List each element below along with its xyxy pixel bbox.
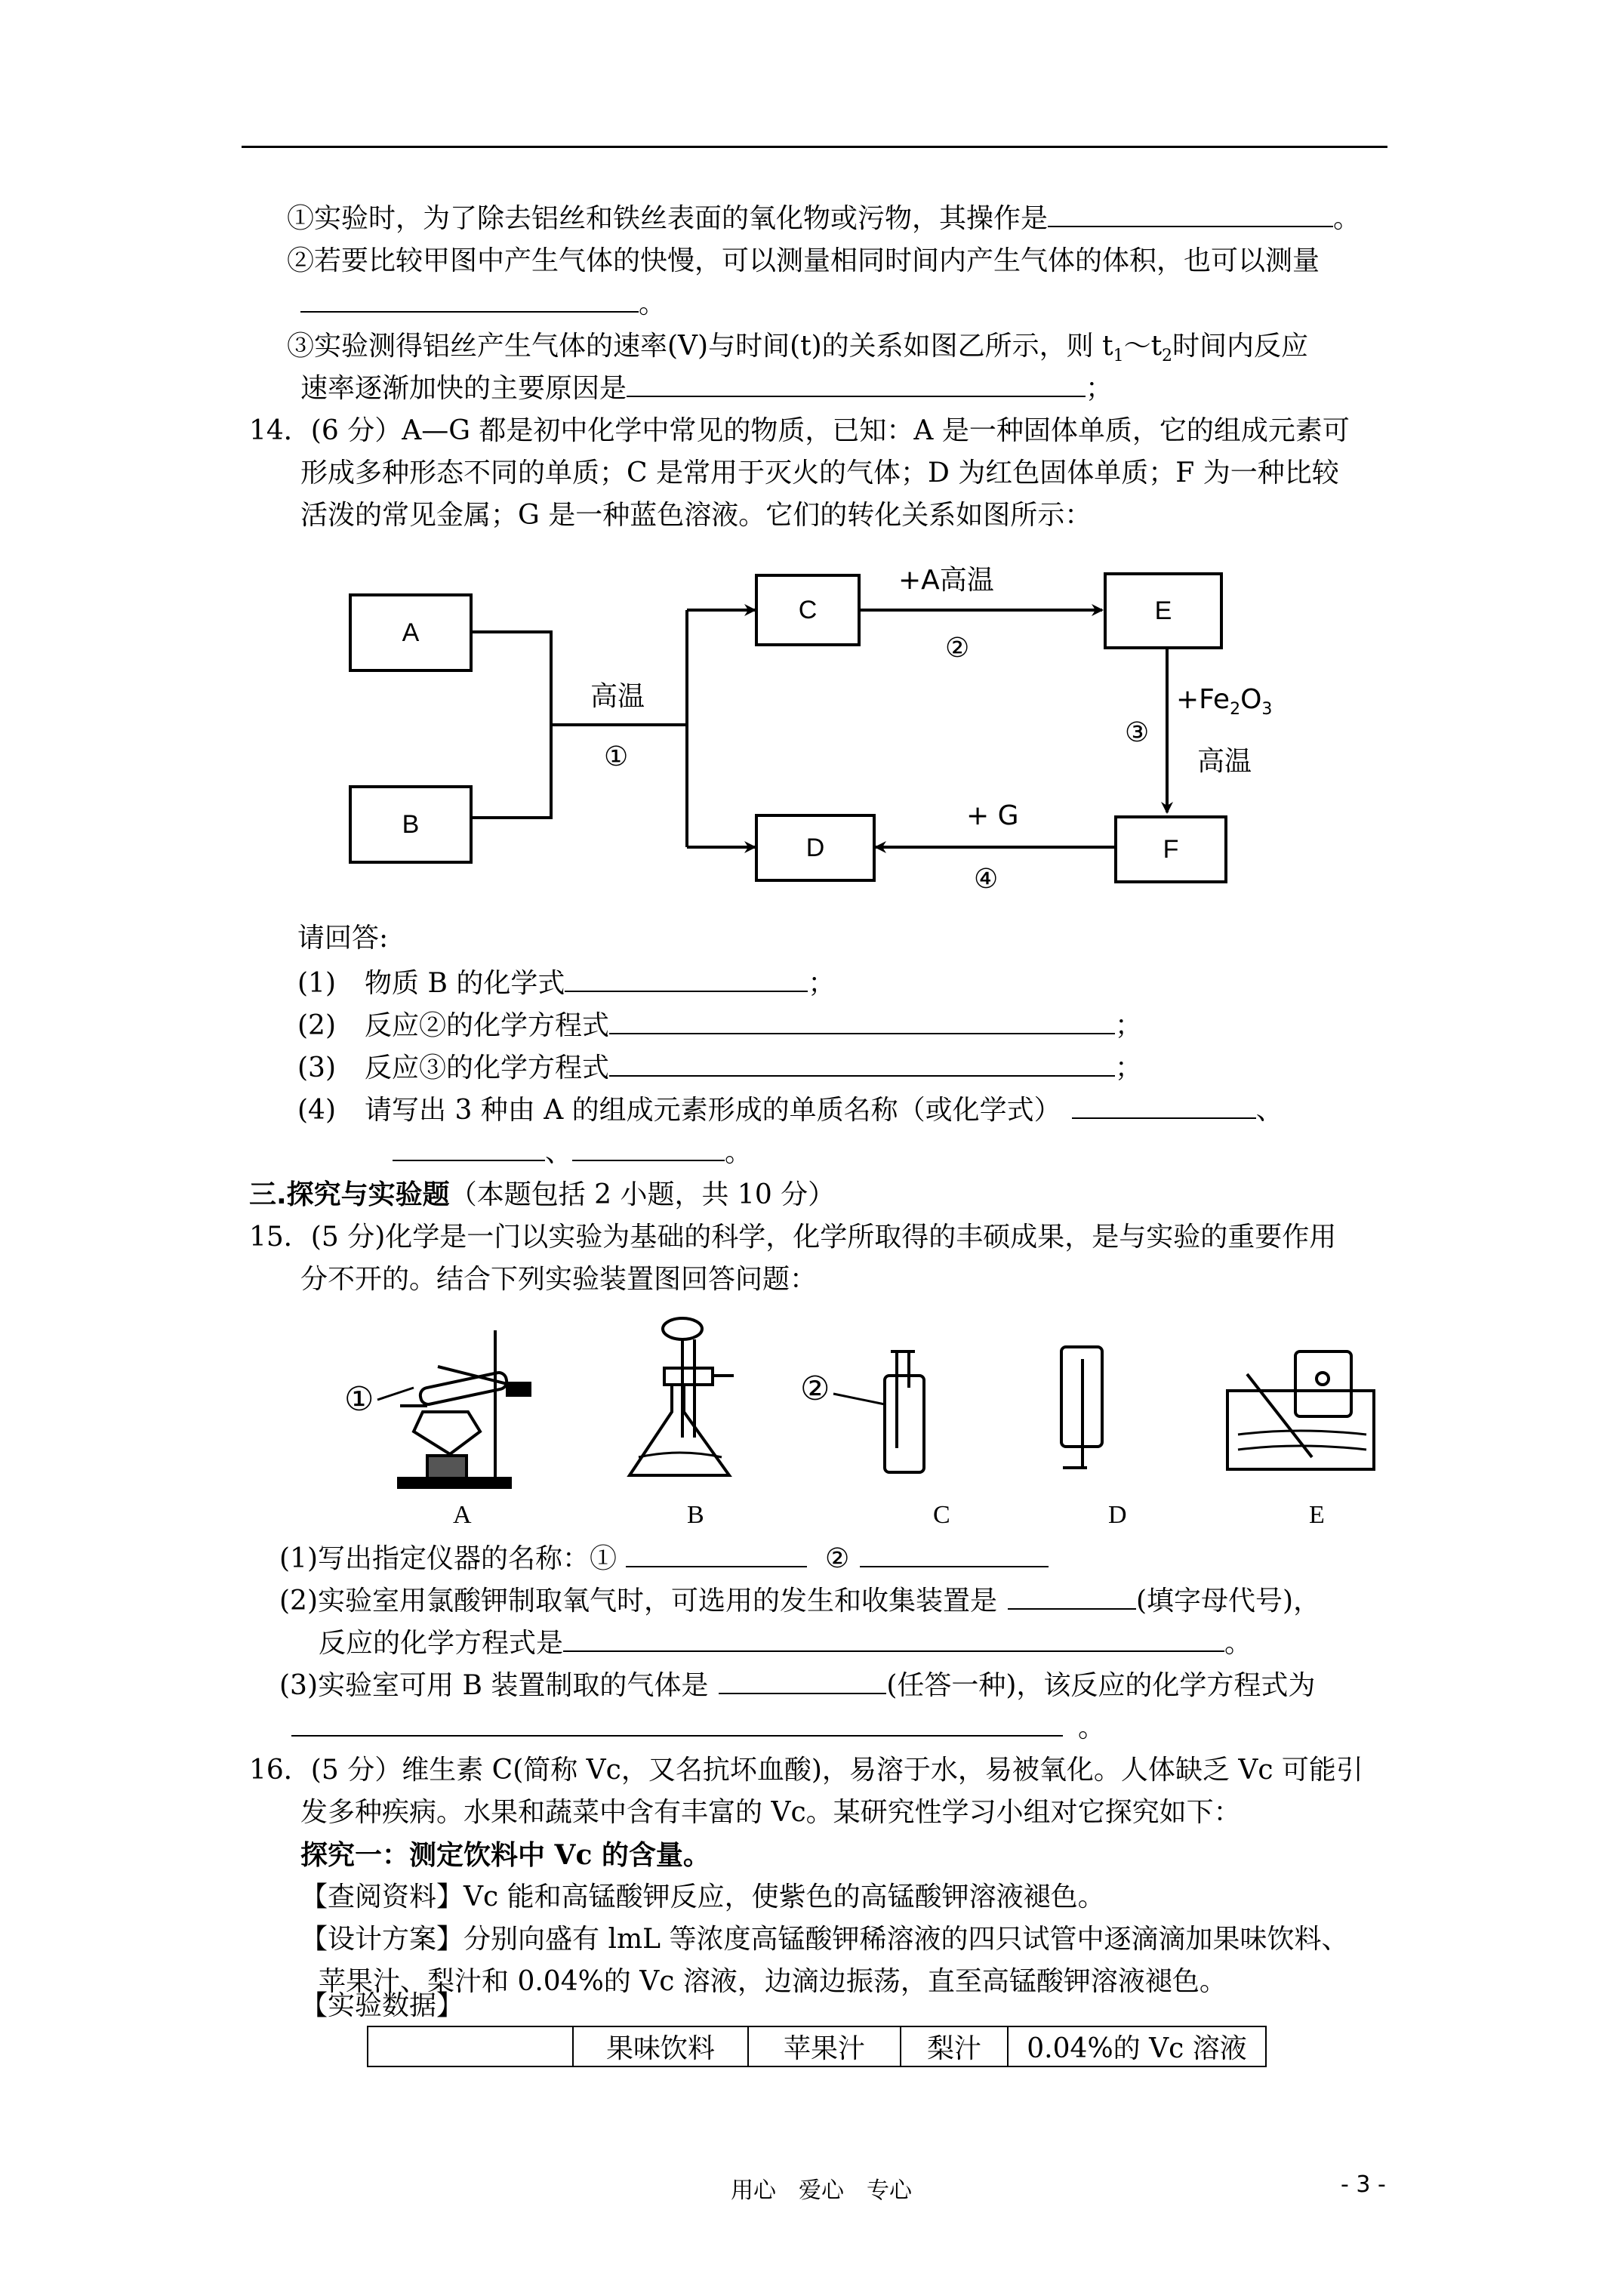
answer-blank[interactable]: [563, 1625, 1224, 1652]
mark-2: ②: [800, 1370, 830, 1408]
table-header-cell: 苹果汁: [748, 2026, 901, 2066]
q14-line2: 形成多种形态不同的单质；C 是常用于灭火的气体；D 为红色固体单质；F 为一种比较: [300, 458, 1339, 488]
box-e: E: [1104, 572, 1223, 649]
q16-line4: 【查阅资料】Vc 能和高锰酸钾反应，使紫色的高锰酸钾溶液褪色。: [300, 1881, 1105, 1912]
q14-a4b: 、 。: [393, 1134, 752, 1172]
table-header-cell: 梨汁: [901, 2026, 1008, 2066]
answer-blank[interactable]: [719, 1667, 886, 1694]
q15-p3b: 。: [291, 1709, 1105, 1747]
apparatus-c: [885, 1351, 924, 1472]
label-e: E: [1309, 1501, 1325, 1529]
r1-number: ①: [604, 741, 629, 772]
q13-line3: ③实验测得铝丝产生气体的速率(V)与时间(t)的关系如图乙所示，则 $t_1\sim t_2$时间内反应: [287, 331, 1309, 366]
r2-number: ②: [945, 633, 970, 664]
q16-line2: 发多种疾病。水果和蔬菜中含有丰富的 Vc。某研究性学习小组对它探究如下：: [300, 1797, 1241, 1828]
answer-blank[interactable]: [291, 1709, 1063, 1737]
q16-line6: 苹果汁、梨汁和 0.04%的 Vc 溶液，边滴边振荡，直至高锰酸钾溶液褪色。: [319, 1966, 1227, 1997]
q13-line1: ①实验时，为了除去铝丝和铁丝表面的氧化物或污物，其操作是 。: [287, 200, 1360, 238]
box-f: F: [1114, 815, 1227, 883]
q16-line3: 探究一：测定饮料中 Vc 的含量。: [300, 1839, 710, 1871]
r1-condition: 高温: [590, 681, 645, 712]
apparatus-b: [630, 1318, 734, 1475]
table-header-cell: 果味饮料: [573, 2026, 748, 2066]
label-c: C: [933, 1501, 950, 1529]
r3-condition: 高温: [1197, 746, 1252, 777]
r4-reagent: + G: [966, 800, 1019, 831]
q14-ask: 请回答:: [297, 923, 389, 954]
q15-line2: 分不开的。结合下列实验装置图回答问题：: [300, 1264, 818, 1295]
label-a: A: [453, 1501, 472, 1529]
q16-line5: 【设计方案】分别向盛有 lmL 等浓度高锰酸钾稀溶液的四只试管中逐滴滴加果味饮料、: [300, 1924, 1349, 1955]
q15-line1: 15．(5 分)化学是一门以实验为基础的科学，化学所取得的丰硕成果，是与实验的重要作用: [249, 1222, 1337, 1253]
box-d: D: [755, 814, 876, 882]
q15-p1: (1)写出指定仪器的名称：① ②: [279, 1540, 1049, 1578]
box-b: B: [349, 785, 473, 864]
box-c: C: [755, 574, 861, 646]
r2-condition: +A高温: [898, 565, 994, 596]
table-header-row: [368, 2026, 1266, 2066]
apparatus-e: [1227, 1351, 1374, 1469]
q16-line7: 【实验数据】: [300, 1990, 464, 2021]
q16-line1: 16．(5 分）维生素 C(简称 Vc，又名抗坏血酸)，易溶于水，易被氧化。人体缺乏 Vc 可能引: [249, 1755, 1363, 1786]
answer-blank[interactable]: [626, 1540, 807, 1567]
r4-number: ④: [974, 864, 999, 895]
data-table: [367, 2026, 1267, 2067]
r3-reagent: $+Fe_2O_3$: [1176, 684, 1273, 720]
q14-a3: (3) 反应③的化学方程式 ；: [297, 1049, 1142, 1087]
q14-line3: 活泼的常见金属；G 是一种蓝色溶液。它们的转化关系如图所示：: [300, 500, 1092, 531]
q14-a4: (4) 请写出 3 种由 A 的组成元素形成的单质名称（或化学式） 、: [297, 1092, 1283, 1130]
apparatus-a: [399, 1330, 530, 1487]
q13-line2: ②若要比较甲图中产生气体的快慢，可以测量相同时间内产生气体的体积，也可以测量: [287, 245, 1320, 276]
table-header-cell: [368, 2026, 573, 2066]
table-header-cell: 0.04%的 Vc 溶液: [1008, 2026, 1266, 2066]
mark-1: ①: [344, 1380, 374, 1419]
answer-blank[interactable]: [860, 1540, 1049, 1567]
footer-motto: 用心 爱心 专心: [731, 2177, 912, 2204]
box-a: A: [349, 593, 473, 672]
label-b: B: [687, 1501, 704, 1529]
page-number: - 3 -: [1341, 2171, 1386, 2198]
r3-number: ③: [1125, 717, 1150, 748]
q13-line2b: 。: [300, 285, 666, 323]
q15-p2: (2)实验室用氯酸钾制取氧气时，可选用的发生和收集装置是 (填字母代号)，: [279, 1583, 1320, 1620]
section-3-heading: 三.探究与实验题（本题包括 2 小题，共 10 分）: [249, 1179, 836, 1210]
q13-line3b: 速率逐渐加快的主要原因是 ；: [300, 370, 1113, 408]
label-d: D: [1108, 1501, 1127, 1529]
apparatus-d: [1061, 1347, 1102, 1468]
answer-blank[interactable]: [1008, 1583, 1136, 1610]
q14-a1: (1) 物质 B 的化学式 ；: [297, 965, 835, 1003]
q14-line1: 14．(6 分）A—G 都是初中化学中常见的物质，已知：A 是一种固体单质，它的组成元素可: [249, 415, 1350, 446]
q15-p3: (3)实验室可用 B 装置制取的气体是 (任答一种)，该反应的化学方程式为: [279, 1667, 1315, 1705]
q15-p2b: 反应的化学方程式是 。: [319, 1625, 1252, 1663]
q14-a2: (2) 反应②的化学方程式 ；: [297, 1007, 1142, 1045]
